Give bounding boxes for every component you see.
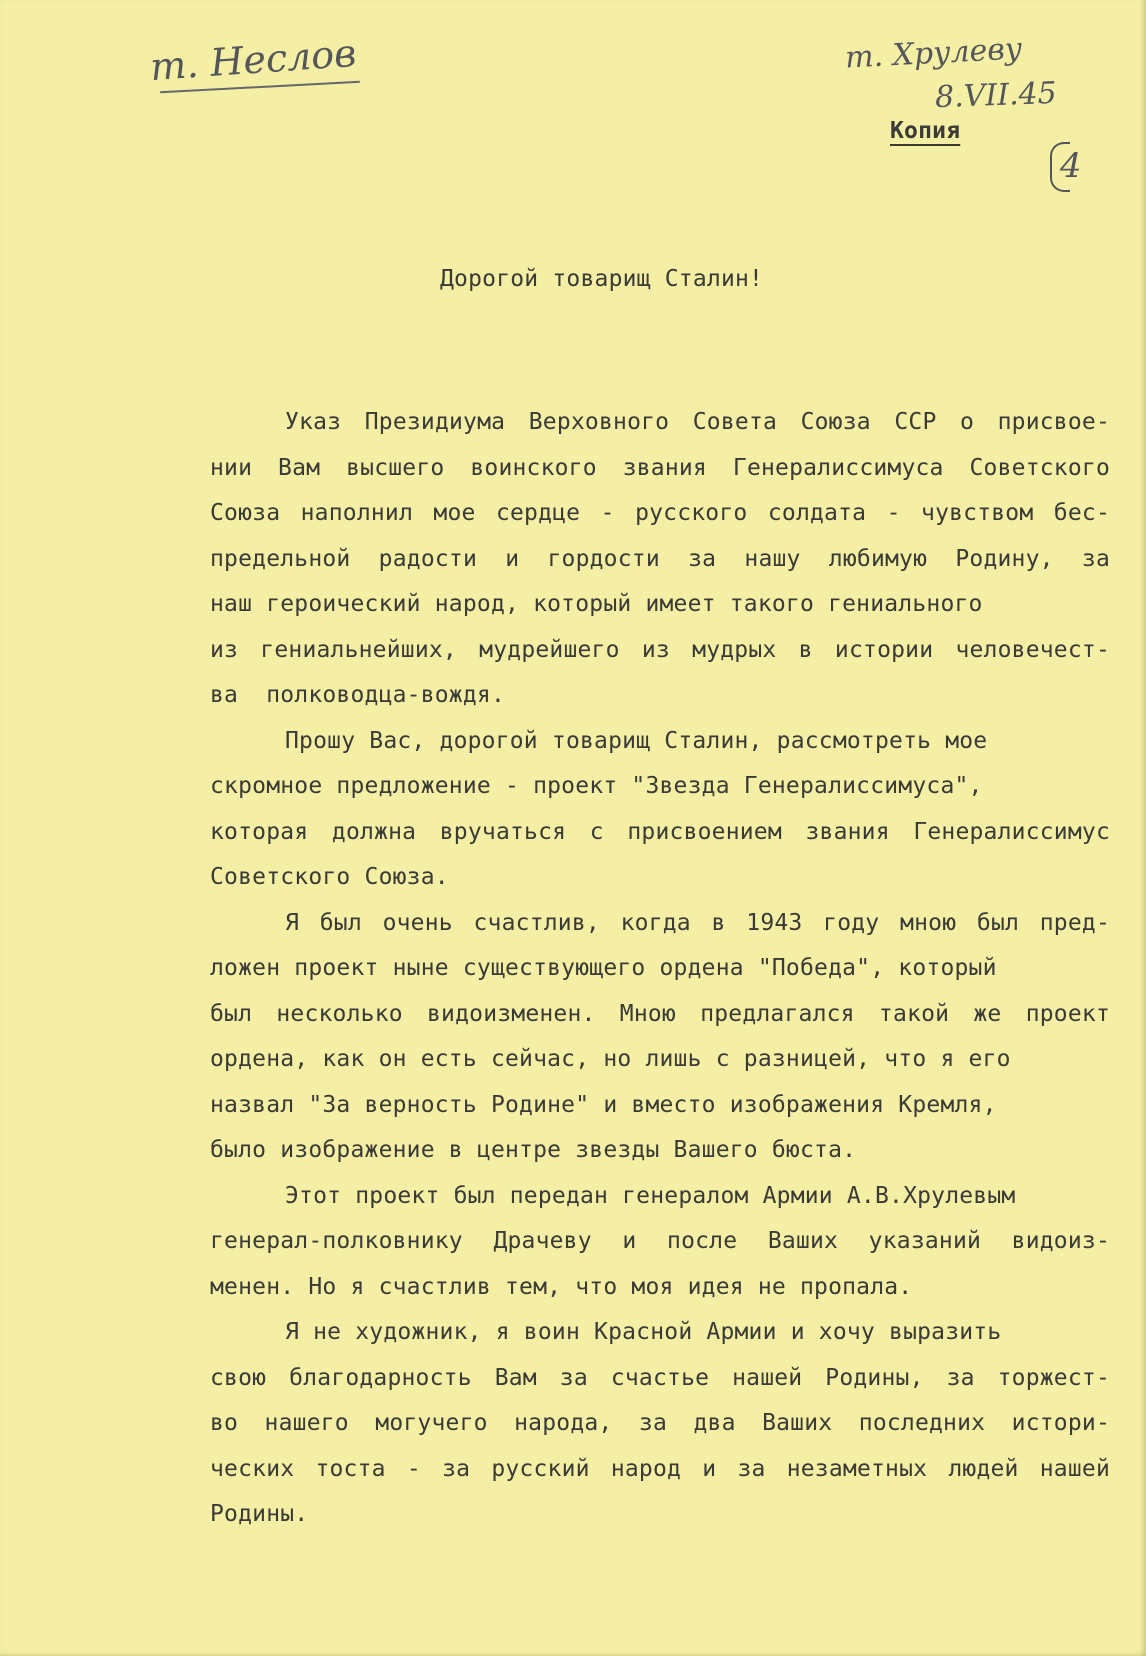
letter-line: ложен проект ныне существующего ордена "Победа", который xyxy=(210,955,997,981)
handwritten-date: 8.VII.45 xyxy=(934,75,1058,116)
letter-line: из гениальнейших, мудрейшего из мудрых в истории человечест- xyxy=(210,636,1110,663)
letter-line: менен. Но я счастлив тем, что моя идея не пропала. xyxy=(210,1273,913,1300)
handwritten-note-addressee-right: т. Хрулеву xyxy=(844,31,1023,76)
letter-line: предельной радости и гордости за нашу любимую Родину, за xyxy=(210,545,1110,572)
copy-label: Копия xyxy=(890,118,961,144)
letter-line: был несколько видоизменен. Мною предлагался такой же проект xyxy=(210,1000,1110,1027)
letter-line: во нашего могучего народа, за два Ваших последних истори- xyxy=(210,1410,1110,1436)
letter-line: ческих тоста - за русский народ и за незаметных людей нашей xyxy=(210,1455,1110,1482)
letter-line: ордена, как он есть сейчас, но лишь с разницей, что я его xyxy=(210,1046,1011,1072)
letter-line: ва полководца-вождя. xyxy=(210,682,505,708)
letter-line: скромное предложение - проект "Звезда Генералиссимуса", xyxy=(210,773,983,799)
letter-line: было изображение в центре звезды Вашего бюста. xyxy=(210,1137,857,1163)
letter-line: Советского Союза. xyxy=(210,864,449,890)
letter-body xyxy=(210,400,1110,1538)
letter-line: генерал-полковнику Драчеву и после Ваших указаний видоиз- xyxy=(210,1228,1110,1254)
letter-line: Этот проект был передан генералом Армии А.В.Хрулевым xyxy=(285,1182,1016,1209)
letter-line: нии Вам высшего воинского звания Генералиссимуса Советского xyxy=(210,454,1110,481)
letter-line: Родины. xyxy=(210,1501,309,1527)
letter-line: свою благодарность Вам за счастье нашей Родины, за торжест- xyxy=(210,1364,1110,1391)
letter-line: Я был очень счастлив, когда в 1943 году мною был пред- xyxy=(285,909,1110,936)
letter-line: Союза наполнил мое сердце - русского солдата - чувством бес- xyxy=(210,500,1110,526)
letter-line: которая должна вручаться с присвоением звания Генералиссимус xyxy=(210,818,1110,845)
letter-line: Указ Президиума Верховного Совета Союза ССР о присвое- xyxy=(285,409,1110,435)
letter-line: назвал "За верность Родине" и вместо изображения Кремля, xyxy=(210,1091,997,1118)
page-number: 4 xyxy=(1060,146,1082,186)
letter-line: Прошу Вас, дорогой товарищ Сталин, рассмотреть мое xyxy=(285,727,988,754)
letter-line: Я не художник, я воин Красной Армии и хочу выразить xyxy=(285,1319,1002,1345)
salutation: Дорогой товарищ Сталин! xyxy=(440,266,764,292)
handwritten-note-addressee-left: т. Неслов xyxy=(148,30,358,90)
letter-line: наш героический народ, который имеет такого гениального xyxy=(210,591,983,617)
